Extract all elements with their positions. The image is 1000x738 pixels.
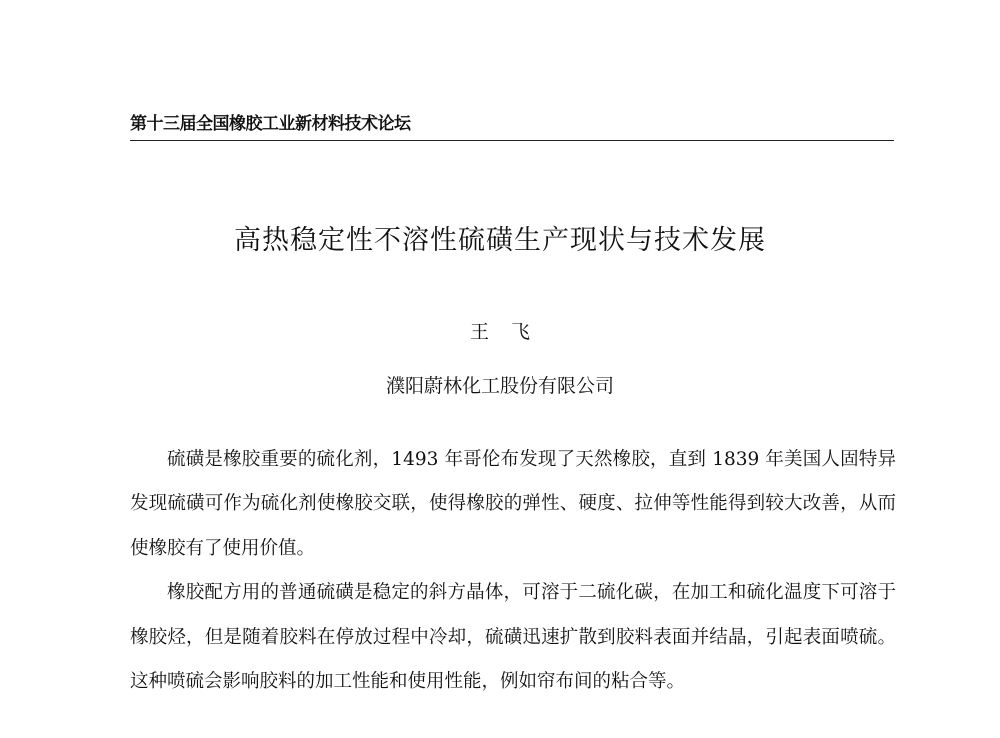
header-rule [130, 140, 894, 141]
author-name [0, 318, 1000, 346]
body-text [130, 438, 896, 704]
author-family-name: 飞 [511, 321, 531, 343]
paper-title: 高热稳定性不溶性硫磺生产现状与技术发展 [234, 225, 766, 256]
running-header [130, 112, 894, 141]
author-given-name: 王 [469, 321, 489, 343]
paragraph-2: 橡胶配方用的普通硫磺是稳定的斜方晶体，可溶于二硫化碳，在加工和硫化温度下可溶于橡胶烃，但是随着胶料在停放过程中冷却，硫磺迅速扩散到胶料表面并结晶，引起表面喷硫。这种喷硫会影响胶料的加工性能和使用性能，例如帘布间的粘合等。 [130, 582, 896, 693]
paragraph-1: 硫磺是橡胶重要的硫化剂，1493 年哥伦布发现了天然橡胶，直到 1839 年美国人固特异发现硫磺可作为硫化剂使橡胶交联，使得橡胶的弹性、硬度、拉伸等性能得到较大改善，从而使橡胶有了使用价值。 [130, 449, 896, 559]
author-affiliation: 濮阳蔚林化工股份有限公司 [385, 375, 614, 397]
running-header-title: 第十三届全国橡胶工业新材料技术论坛 [130, 114, 411, 134]
